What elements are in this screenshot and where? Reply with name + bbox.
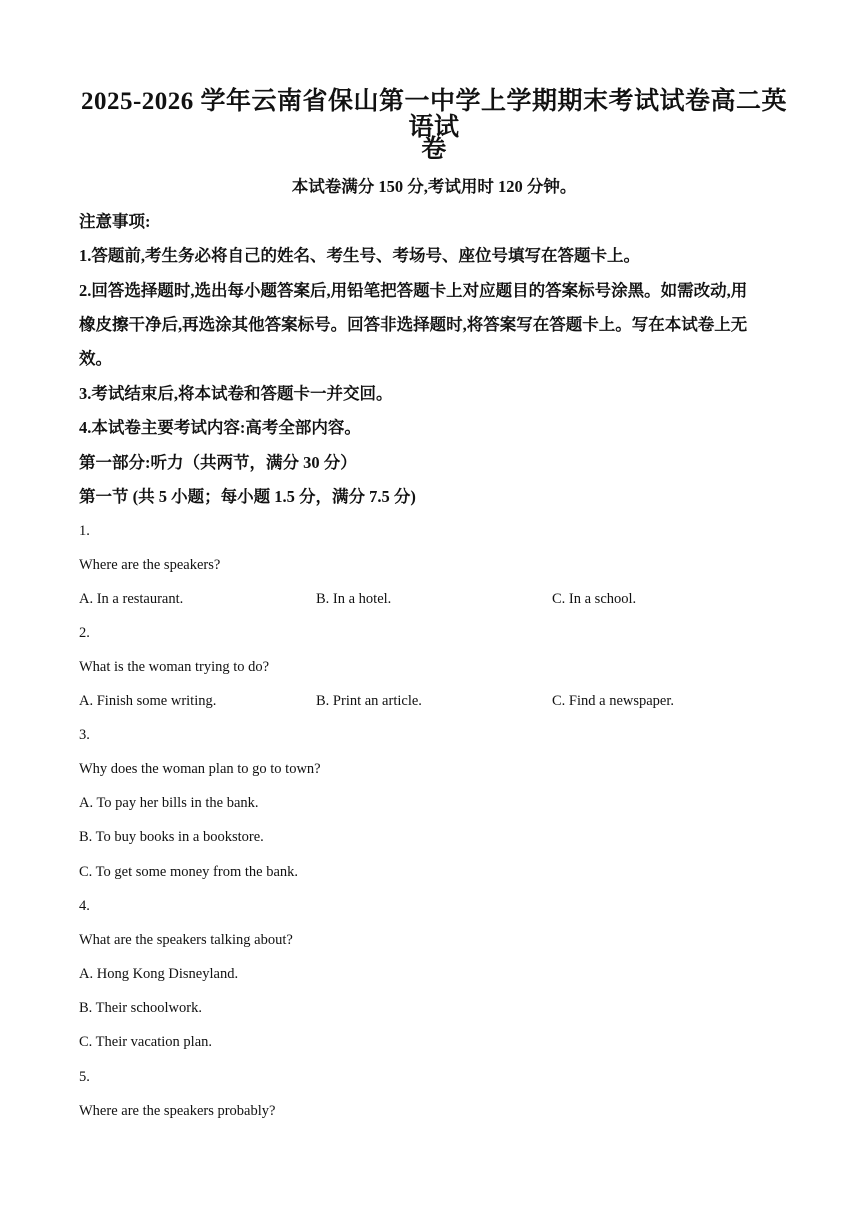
question-1-number: 1. (79, 523, 90, 539)
question-5-number: 5. (79, 1069, 90, 1085)
question-4-number: 4. (79, 898, 90, 914)
question-3-text: Why does the woman plan to go to town? (79, 761, 321, 777)
exam-title-line2: 卷 (421, 136, 447, 163)
question-1-option-a: A. In a restaurant. (79, 591, 184, 607)
exam-subtitle: 本试卷满分 150 分,考试用时 120 分钟。 (291, 177, 577, 196)
question-4-text: What are the speakers talking about? (79, 932, 293, 948)
question-4-option-a: A. Hong Kong Disneyland. (79, 966, 239, 982)
part1-heading: 第一部分:听力（共两节，满分 30 分） (79, 453, 357, 472)
notice-item-3: 3.考试结束后,将本试卷和答题卡一并交回。 (79, 384, 393, 403)
notice-item-2-line2: 橡皮擦干净后,再选涂其他答案标号。回答非选择题时,将答案写在答题卡上。写在本试卷上无 (79, 315, 748, 334)
notice-item-2-line1: 2.回答选择题时,选出每小题答案后,用铅笔把答题卡上对应题目的答案标号涂黑。如需改动,用 (79, 281, 748, 300)
question-2-option-b: B. Print an article. (316, 693, 422, 709)
notice-heading: 注意事项: (79, 212, 151, 231)
exam-title-line1: 2025-2026 学年云南省保山第一中学上学期期末考试试卷高二英语试 (80, 88, 788, 141)
question-2-option-c: C. Find a newspaper. (552, 693, 675, 709)
notice-item-4: 4.本试卷主要考试内容:高考全部内容。 (79, 418, 361, 437)
question-3-option-c: C. To get some money from the bank. (79, 864, 299, 880)
question-2-option-a: A. Finish some writing. (79, 693, 217, 709)
question-4-option-c: C. Their vacation plan. (79, 1034, 213, 1050)
question-4-option-b: B. Their schoolwork. (79, 1000, 202, 1016)
question-3-number: 3. (79, 727, 90, 743)
question-3-option-b: B. To buy books in a bookstore. (79, 829, 264, 845)
question-2-number: 2. (79, 625, 90, 641)
question-1-text: Where are the speakers? (79, 557, 221, 573)
section1-heading: 第一节 (共 5 小题；每小题 1.5 分，满分 7.5 分) (79, 487, 416, 506)
question-5-text: Where are the speakers probably? (79, 1103, 276, 1119)
notice-item-1: 1.答题前,考生务必将自己的姓名、考生号、考场号、座位号填写在答题卡上。 (79, 246, 640, 265)
question-1-option-c: C. In a school. (552, 591, 637, 607)
question-2-text: What is the woman trying to do? (79, 659, 270, 675)
notice-item-2-line3: 效。 (79, 349, 112, 368)
question-1-option-b: B. In a hotel. (316, 591, 392, 607)
question-3-option-a: A. To pay her bills in the bank. (79, 795, 259, 811)
